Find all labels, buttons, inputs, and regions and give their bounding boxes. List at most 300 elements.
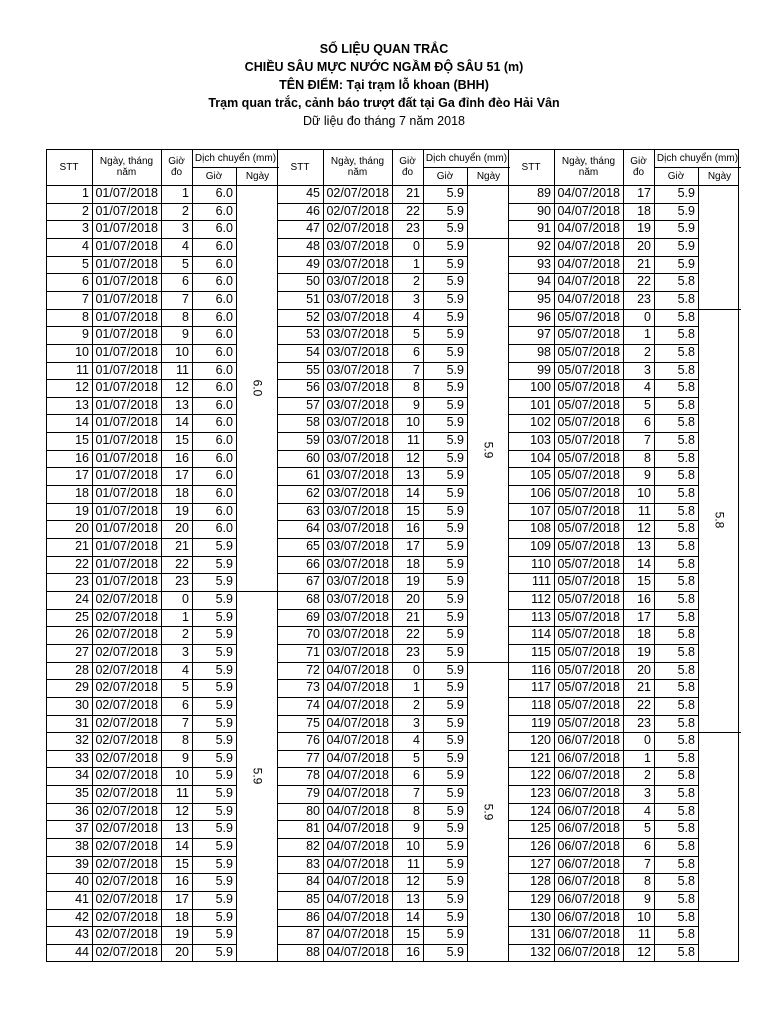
cell-hour: 2	[644, 344, 651, 359]
cell-hour: 18	[175, 909, 189, 924]
cell-hourly-value: 5.9	[215, 591, 233, 606]
cell-hour: 14	[175, 839, 189, 854]
cell-hourly-value: 5.9	[215, 803, 233, 818]
cell-hour: 17	[406, 539, 420, 553]
cell-stt: 84	[306, 874, 320, 889]
cell-hour: 3	[182, 644, 189, 659]
cell-date: 02/07/2018	[95, 697, 158, 712]
cell-hourly-value: 5.9	[446, 186, 464, 200]
cell-stt: 96	[537, 309, 551, 324]
cell-stt: 110	[531, 556, 551, 571]
cell-date: 02/07/2018	[95, 680, 158, 695]
cell-hourly-value: 5.8	[677, 433, 695, 448]
grid-line	[236, 591, 279, 592]
cell-date: 03/07/2018	[326, 274, 389, 289]
cell-stt: 40	[75, 874, 89, 889]
cell-stt: 95	[537, 291, 551, 306]
cell-hour: 19	[637, 644, 651, 659]
cell-date: 04/07/2018	[557, 203, 620, 218]
cell-date: 01/07/2018	[95, 556, 158, 571]
cell-date: 04/07/2018	[326, 909, 389, 924]
cell-date: 02/07/2018	[95, 662, 158, 677]
cell-hour: 7	[644, 856, 651, 871]
cell-date: 02/07/2018	[326, 186, 389, 200]
cell-date: 05/07/2018	[557, 521, 620, 536]
cell-date: 01/07/2018	[95, 521, 158, 536]
cell-hourly-value: 5.8	[677, 468, 695, 483]
cell-hourly-value: 5.8	[677, 697, 695, 712]
cell-date: 06/07/2018	[557, 750, 620, 765]
cell-hourly-value: 5.9	[446, 627, 464, 642]
cell-stt: 112	[531, 591, 551, 606]
cell-date: 02/07/2018	[95, 609, 158, 624]
cell-date: 06/07/2018	[557, 803, 620, 818]
cell-stt: 129	[530, 892, 551, 906]
cell-date: 02/07/2018	[326, 221, 389, 236]
cell-hour: 16	[175, 874, 189, 889]
cell-hourly-value: 5.9	[446, 839, 464, 854]
cell-hour: 19	[406, 574, 420, 589]
cell-date: 02/07/2018	[95, 733, 158, 748]
cell-hour: 2	[644, 768, 651, 783]
cell-hour: 9	[413, 397, 420, 412]
cell-hourly-value: 5.8	[677, 644, 695, 659]
header-stt: STT	[290, 161, 310, 173]
cell-stt: 4	[82, 238, 89, 253]
header-hour: Giờ đo	[399, 156, 416, 178]
cell-hourly-value: 5.8	[677, 680, 695, 695]
cell-date: 04/07/2018	[557, 256, 620, 271]
cell-date: 01/07/2018	[95, 486, 158, 501]
cell-stt: 17	[75, 468, 89, 483]
cell-hourly-value: 5.9	[446, 715, 464, 730]
cell-hour: 2	[413, 697, 420, 712]
header-hour: Giờ đo	[168, 156, 185, 178]
cell-hour: 14	[175, 415, 189, 430]
cell-hour: 23	[406, 644, 420, 659]
cell-hourly-value: 6.0	[215, 486, 233, 501]
cell-stt: 58	[306, 415, 320, 430]
report-title: SỐ LIỆU QUAN TRẮC	[319, 42, 449, 56]
cell-stt: 48	[306, 238, 320, 253]
cell-hourly-value: 5.9	[215, 609, 233, 624]
cell-hourly-value: 5.9	[215, 892, 233, 906]
cell-hour: 10	[406, 839, 420, 854]
cell-date: 02/07/2018	[95, 644, 158, 659]
cell-hourly-value: 6.0	[215, 380, 233, 395]
cell-hour: 18	[637, 203, 651, 218]
cell-date: 02/07/2018	[95, 839, 158, 854]
cell-hourly-value: 5.8	[677, 344, 695, 359]
cell-hourly-value: 5.9	[446, 909, 464, 924]
cell-date: 02/07/2018	[95, 944, 158, 959]
cell-stt: 99	[537, 362, 551, 377]
cell-date: 05/07/2018	[557, 309, 620, 324]
cell-stt: 81	[306, 821, 320, 836]
cell-date: 01/07/2018	[95, 221, 158, 236]
cell-date: 05/07/2018	[557, 486, 620, 501]
cell-date: 06/07/2018	[557, 839, 620, 854]
daily-value: 5.9	[481, 441, 496, 459]
cell-hour: 1	[182, 609, 189, 624]
cell-hourly-value: 5.8	[677, 309, 695, 324]
cell-stt: 41	[75, 892, 89, 906]
cell-hour: 20	[175, 521, 189, 536]
cell-hour: 17	[175, 468, 189, 483]
cell-date: 06/07/2018	[557, 892, 620, 906]
cell-hour: 21	[175, 539, 189, 553]
cell-hourly-value: 5.9	[446, 397, 464, 412]
cell-hourly-value: 5.9	[215, 874, 233, 889]
cell-date: 02/07/2018	[95, 750, 158, 765]
cell-stt: 111	[531, 574, 551, 589]
cell-stt: 23	[75, 574, 89, 589]
cell-date: 01/07/2018	[95, 238, 158, 253]
cell-date: 05/07/2018	[557, 433, 620, 448]
cell-date: 06/07/2018	[557, 909, 620, 924]
cell-hour: 22	[175, 556, 189, 571]
cell-stt: 35	[75, 786, 89, 801]
cell-hour: 11	[407, 433, 420, 448]
cell-hour: 12	[637, 521, 651, 536]
cell-date: 05/07/2018	[557, 344, 620, 359]
grid-line	[467, 238, 510, 239]
grid-line	[467, 662, 510, 663]
cell-stt: 28	[75, 662, 89, 677]
cell-stt: 120	[530, 733, 551, 748]
cell-date: 01/07/2018	[95, 327, 158, 342]
cell-stt: 36	[75, 803, 89, 818]
cell-date: 03/07/2018	[326, 415, 389, 430]
cell-hour: 5	[644, 821, 651, 836]
cell-hourly-value: 5.8	[677, 503, 695, 518]
cell-stt: 78	[306, 768, 320, 783]
cell-stt: 93	[537, 256, 551, 271]
cell-hourly-value: 5.8	[677, 944, 695, 959]
cell-date: 01/07/2018	[95, 468, 158, 483]
cell-stt: 52	[306, 309, 320, 324]
cell-hourly-value: 5.9	[215, 627, 233, 642]
cell-hourly-value: 6.0	[215, 274, 233, 289]
cell-hour: 19	[175, 503, 189, 518]
cell-stt: 66	[306, 556, 320, 571]
cell-hour: 21	[406, 186, 420, 200]
cell-date: 04/07/2018	[326, 768, 389, 783]
cell-stt: 126	[530, 839, 551, 854]
cell-hourly-value: 5.9	[446, 274, 464, 289]
cell-date: 06/07/2018	[557, 927, 620, 942]
cell-date: 06/07/2018	[557, 733, 620, 748]
cell-hourly-value: 5.8	[677, 803, 695, 818]
cell-hourly-value: 5.9	[215, 856, 233, 871]
cell-hour: 17	[637, 186, 651, 200]
cell-stt: 5	[82, 256, 89, 271]
cell-hourly-value: 5.8	[677, 662, 695, 677]
cell-stt: 12	[75, 380, 89, 395]
cell-date: 04/07/2018	[557, 186, 620, 200]
cell-hour: 23	[406, 221, 420, 236]
cell-stt: 98	[537, 344, 551, 359]
cell-stt: 47	[306, 221, 320, 236]
cell-hour: 0	[413, 238, 420, 253]
cell-hour: 10	[637, 486, 651, 501]
cell-date: 01/07/2018	[95, 574, 158, 589]
cell-hour: 3	[182, 221, 189, 236]
cell-stt: 101	[530, 397, 551, 412]
cell-stt: 88	[306, 944, 320, 959]
cell-date: 02/07/2018	[95, 892, 158, 906]
cell-stt: 65	[306, 539, 320, 553]
cell-date: 03/07/2018	[326, 556, 389, 571]
cell-date: 01/07/2018	[95, 291, 158, 306]
cell-date: 01/07/2018	[95, 539, 158, 553]
cell-stt: 22	[75, 556, 89, 571]
cell-stt: 67	[306, 574, 320, 589]
cell-hour: 1	[644, 750, 651, 765]
cell-stt: 56	[306, 380, 320, 395]
cell-date: 02/07/2018	[95, 927, 158, 942]
cell-hourly-value: 5.9	[446, 450, 464, 465]
cell-hourly-value: 5.8	[677, 521, 695, 536]
cell-hourly-value: 6.0	[215, 468, 233, 483]
cell-hour: 9	[182, 750, 189, 765]
cell-hourly-value: 5.9	[446, 927, 464, 942]
cell-date: 01/07/2018	[95, 309, 158, 324]
cell-hour: 5	[413, 327, 420, 342]
cell-date: 05/07/2018	[557, 539, 620, 553]
cell-stt: 60	[306, 450, 320, 465]
cell-date: 02/07/2018	[95, 803, 158, 818]
cell-hour: 2	[182, 203, 189, 218]
cell-date: 05/07/2018	[557, 715, 620, 730]
cell-stt: 118	[531, 697, 551, 712]
cell-stt: 97	[537, 327, 551, 342]
cell-hour: 22	[406, 203, 420, 218]
cell-hour: 15	[406, 927, 420, 942]
cell-date: 04/07/2018	[326, 715, 389, 730]
cell-hour: 21	[637, 256, 651, 271]
cell-hourly-value: 5.9	[446, 203, 464, 218]
cell-hourly-value: 5.9	[446, 415, 464, 430]
cell-hour: 1	[182, 186, 189, 200]
cell-hour: 19	[637, 221, 651, 236]
cell-hour: 7	[182, 715, 189, 730]
cell-hour: 6	[644, 415, 651, 430]
cell-date: 05/07/2018	[557, 574, 620, 589]
cell-hour: 20	[175, 944, 189, 959]
header-per-day: Ngày	[707, 170, 732, 182]
cell-hourly-value: 5.9	[446, 433, 464, 448]
cell-date: 05/07/2018	[557, 680, 620, 695]
cell-stt: 33	[75, 750, 89, 765]
cell-hour: 20	[406, 591, 420, 606]
cell-hour: 6	[413, 344, 420, 359]
grid-line	[738, 149, 739, 962]
cell-date: 02/07/2018	[95, 821, 158, 836]
cell-stt: 74	[306, 697, 320, 712]
report-subtitle-depth: CHIỀU SÂU MỰC NƯỚC NGẦM ĐỘ SÂU 51 (m)	[244, 60, 524, 74]
cell-stt: 30	[75, 697, 89, 712]
cell-hourly-value: 5.9	[446, 750, 464, 765]
cell-hourly-value: 6.0	[215, 238, 233, 253]
header-displacement: Dịch chuyển (mm)	[425, 152, 508, 164]
cell-hour: 4	[413, 733, 420, 748]
cell-hourly-value: 6.0	[215, 362, 233, 377]
cell-date: 04/07/2018	[557, 274, 620, 289]
cell-hourly-value: 5.9	[215, 786, 233, 801]
cell-hour: 3	[413, 715, 420, 730]
cell-hourly-value: 5.8	[677, 362, 695, 377]
cell-hourly-value: 5.9	[215, 733, 233, 748]
cell-stt: 114	[531, 627, 551, 642]
cell-hourly-value: 6.0	[215, 503, 233, 518]
cell-stt: 26	[75, 627, 89, 642]
cell-hour: 5	[182, 256, 189, 271]
cell-hour: 14	[406, 486, 420, 501]
cell-date: 04/07/2018	[326, 733, 389, 748]
cell-stt: 124	[530, 803, 551, 818]
cell-hourly-value: 5.9	[446, 856, 464, 871]
cell-hourly-value: 5.9	[446, 644, 464, 659]
cell-hourly-value: 6.0	[215, 433, 233, 448]
report-titles	[0, 40, 768, 130]
cell-hour: 12	[406, 450, 420, 465]
cell-stt: 107	[530, 503, 551, 518]
cell-hourly-value: 5.9	[446, 221, 464, 236]
header-per-day: Ngày	[245, 170, 270, 182]
cell-stt: 57	[306, 397, 320, 412]
cell-stt: 113	[531, 609, 551, 624]
cell-date: 04/07/2018	[326, 892, 389, 906]
cell-stt: 14	[75, 415, 89, 430]
header-stt: STT	[59, 161, 79, 173]
cell-hour: 10	[175, 344, 189, 359]
cell-hourly-value: 5.9	[215, 697, 233, 712]
cell-hour: 3	[644, 362, 651, 377]
cell-hour: 11	[638, 503, 651, 518]
cell-hourly-value: 5.8	[677, 539, 695, 553]
cell-hourly-value: 5.8	[677, 927, 695, 942]
cell-date: 03/07/2018	[326, 521, 389, 536]
cell-hour: 15	[637, 574, 651, 589]
header-per-hour: Giờ	[667, 170, 685, 182]
cell-date: 03/07/2018	[326, 503, 389, 518]
cell-hour: 0	[644, 733, 651, 748]
cell-hourly-value: 5.8	[677, 291, 695, 306]
cell-date: 04/07/2018	[326, 803, 389, 818]
cell-hour: 18	[637, 627, 651, 642]
cell-hour: 15	[175, 433, 189, 448]
cell-date: 01/07/2018	[95, 344, 158, 359]
grid-line	[698, 167, 699, 962]
cell-date: 03/07/2018	[326, 380, 389, 395]
cell-date: 02/07/2018	[95, 715, 158, 730]
cell-stt: 27	[75, 644, 89, 659]
measurement-table	[46, 149, 739, 962]
cell-stt: 21	[75, 539, 89, 553]
cell-hourly-value: 5.9	[677, 256, 695, 271]
cell-stt: 43	[75, 927, 89, 942]
cell-hour: 2	[182, 627, 189, 642]
cell-stt: 125	[530, 821, 551, 836]
cell-hour: 16	[637, 591, 651, 606]
cell-hourly-value: 5.9	[215, 750, 233, 765]
cell-hour: 10	[406, 415, 420, 430]
cell-hourly-value: 5.9	[446, 539, 464, 553]
cell-stt: 90	[537, 203, 551, 218]
cell-stt: 70	[306, 627, 320, 642]
grid-line	[698, 732, 741, 733]
cell-hour: 22	[637, 697, 651, 712]
cell-date: 03/07/2018	[326, 397, 389, 412]
grid-line	[236, 167, 237, 962]
cell-hour: 23	[637, 715, 651, 730]
cell-date: 03/07/2018	[326, 256, 389, 271]
cell-hourly-value: 5.9	[446, 291, 464, 306]
cell-hourly-value: 5.9	[446, 238, 464, 253]
cell-hour: 7	[644, 433, 651, 448]
cell-date: 06/07/2018	[557, 768, 620, 783]
cell-hourly-value: 5.9	[446, 892, 464, 906]
cell-hourly-value: 5.9	[446, 503, 464, 518]
cell-date: 04/07/2018	[326, 874, 389, 889]
cell-stt: 71	[306, 644, 320, 659]
cell-stt: 8	[82, 309, 89, 324]
cell-stt: 69	[306, 609, 320, 624]
cell-stt: 73	[306, 680, 320, 695]
cell-date: 01/07/2018	[95, 186, 158, 200]
cell-hour: 2	[413, 274, 420, 289]
cell-hourly-value: 5.9	[215, 768, 233, 783]
cell-hourly-value: 6.0	[215, 327, 233, 342]
cell-hour: 16	[175, 450, 189, 465]
cell-stt: 68	[306, 591, 320, 606]
cell-hourly-value: 6.0	[215, 450, 233, 465]
cell-hour: 8	[182, 733, 189, 748]
cell-date: 05/07/2018	[557, 380, 620, 395]
cell-stt: 132	[530, 944, 551, 959]
cell-date: 04/07/2018	[326, 821, 389, 836]
cell-stt: 61	[306, 468, 320, 483]
cell-hourly-value: 5.8	[677, 839, 695, 854]
cell-hourly-value: 5.9	[446, 733, 464, 748]
cell-hour: 14	[406, 909, 420, 924]
cell-hourly-value: 5.8	[677, 327, 695, 342]
cell-hour: 7	[182, 291, 189, 306]
cell-hour: 12	[637, 944, 651, 959]
cell-hour: 19	[175, 927, 189, 942]
cell-stt: 7	[82, 291, 89, 306]
header-per-hour: Giờ	[436, 170, 454, 182]
cell-hourly-value: 5.8	[677, 450, 695, 465]
cell-date: 02/07/2018	[95, 909, 158, 924]
cell-hour: 1	[413, 680, 420, 695]
cell-date: 03/07/2018	[326, 468, 389, 483]
cell-stt: 94	[537, 274, 551, 289]
cell-hourly-value: 5.9	[215, 644, 233, 659]
cell-hourly-value: 5.9	[446, 486, 464, 501]
cell-hour: 8	[644, 450, 651, 465]
cell-stt: 82	[306, 839, 320, 854]
report-point-name: TÊN ĐIỂM: Tại trạm lỗ khoan (BHH)	[279, 78, 489, 92]
cell-hourly-value: 5.9	[446, 803, 464, 818]
cell-date: 04/07/2018	[326, 927, 389, 942]
cell-stt: 105	[530, 468, 551, 483]
report-period: Dữ liệu đo tháng 7 năm 2018	[303, 114, 465, 128]
cell-stt: 1	[82, 186, 89, 200]
cell-hourly-value: 5.9	[215, 944, 233, 959]
cell-hourly-value: 5.8	[677, 786, 695, 801]
